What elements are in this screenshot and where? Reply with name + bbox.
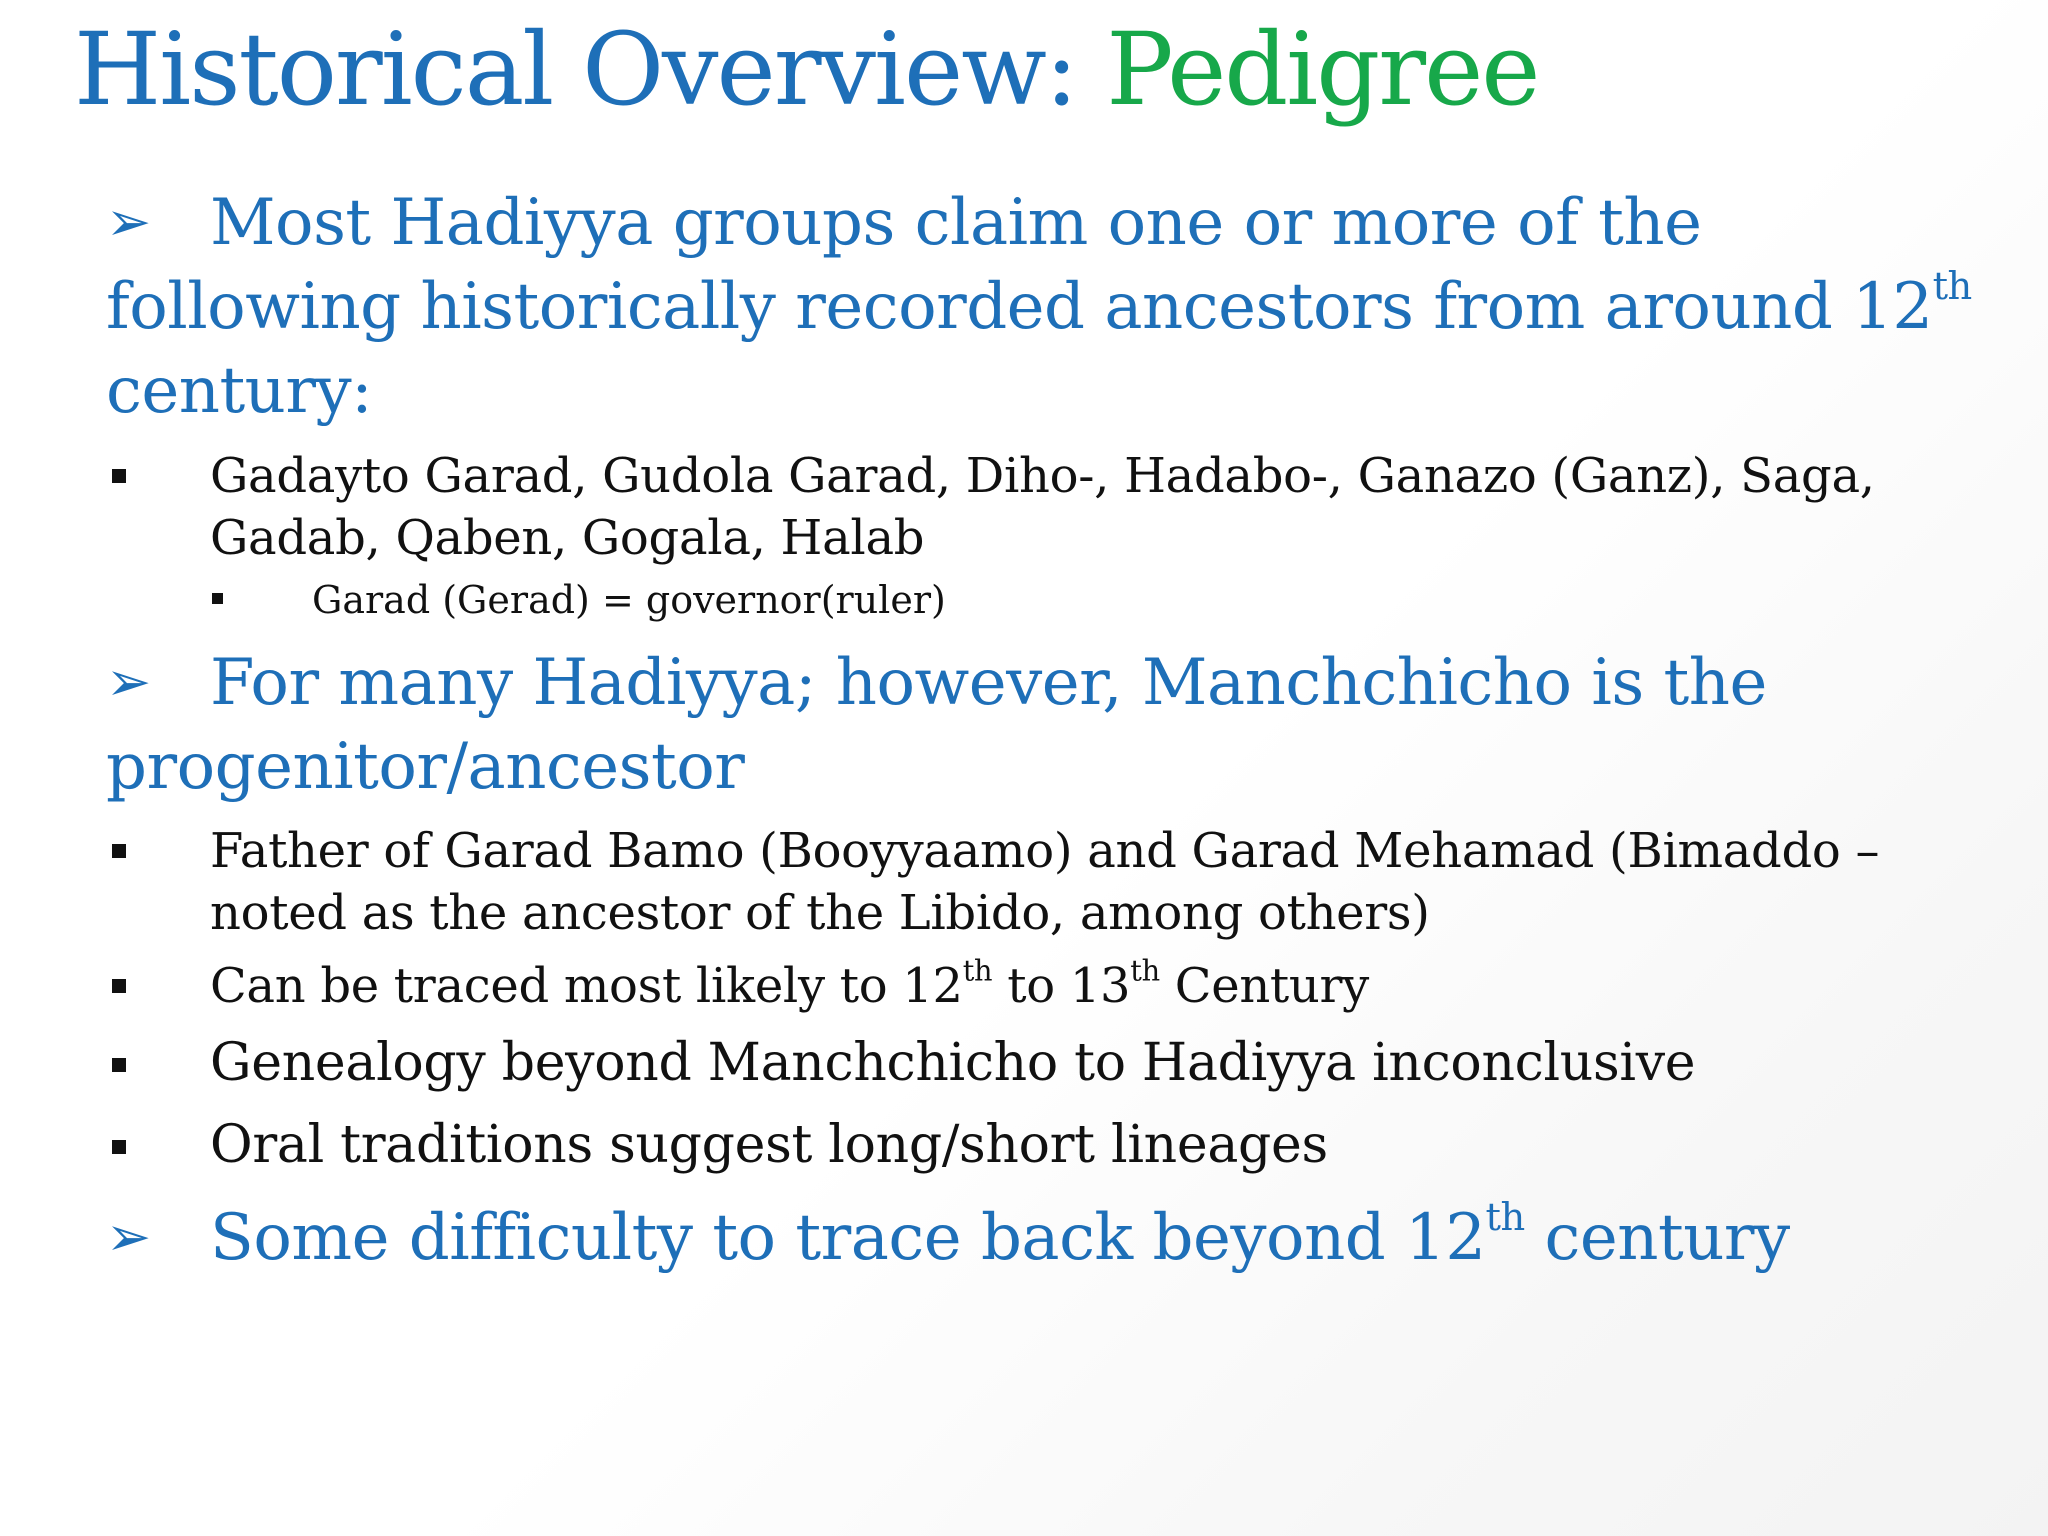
sub-bullet-oral-traditions-text: Oral traditions suggest long/short lineages — [210, 1115, 1328, 1175]
slide-title — [74, 8, 1538, 132]
sub-bullet-traced — [106, 955, 1988, 1017]
sub-bullet-traced-sup-1: th — [962, 953, 993, 988]
bullet-point-1 — [106, 180, 1988, 433]
sub-bullet-genealogy-text: Genealogy beyond Manchchicho to Hadiyya inconclusive — [210, 1033, 1696, 1093]
sub-bullet-ancestors — [106, 445, 1988, 569]
arrow-bullet-icon: ➢ — [106, 1205, 151, 1268]
sub-sub-bullet-garad-text: Garad (Gerad) = governor(ruler) — [312, 578, 946, 622]
point-3-sup: th — [1485, 1195, 1525, 1241]
sub-bullet-traced-sup-2: th — [1130, 953, 1160, 988]
square-bullet-icon — [212, 593, 223, 604]
square-bullet-icon — [112, 469, 126, 483]
point-1-sup: th — [1932, 264, 1972, 310]
bullet-point-3 — [106, 1195, 1988, 1280]
square-bullet-icon — [112, 1140, 126, 1154]
sub-bullet-father-of — [106, 820, 1988, 944]
sub-bullet-traced-text-b: to 13 — [992, 958, 1131, 1014]
point-3-text-end: century — [1524, 1201, 1790, 1275]
sub-bullet-oral-traditions — [106, 1114, 1988, 1176]
sub-bullet-ancestors-text: Gadayto Garad, Gudola Garad, Diho-, Hadabo-, Ganazo (Ganz), Saga, Gadab, Qaben, Gogala, Halab — [210, 448, 1875, 566]
point-1-text: Most Hadiyya groups claim one or more of the following historically recorded ancestors from around 12 — [106, 186, 1933, 344]
sub-bullet-traced-text-c: Century — [1159, 958, 1369, 1014]
square-bullet-icon — [112, 979, 126, 993]
point-3-text: Some difficulty to trace back beyond 12 — [210, 1201, 1486, 1275]
sub-bullet-genealogy — [106, 1032, 1988, 1094]
sub-bullet-father-of-text: Father of Garad Bamo (Booyyaamo) and Garad Mehamad (Bimaddo – noted as the ancestor of the Libido, among others) — [210, 823, 1880, 941]
point-2-text: For many Hadiyya; however, Manchchicho is the progenitor/ancestor — [106, 646, 1767, 804]
title-main: Historical Overview: — [74, 11, 1107, 128]
arrow-bullet-icon: ➢ — [106, 190, 151, 253]
arrow-bullet-icon: ➢ — [106, 650, 151, 713]
square-bullet-icon — [112, 1058, 126, 1072]
title-accent: Pedigree — [1106, 11, 1539, 128]
bullet-point-2 — [106, 640, 1988, 809]
square-bullet-icon — [112, 844, 126, 858]
sub-bullet-traced-text-a: Can be traced most likely to 12 — [210, 958, 963, 1014]
sub-sub-bullet-garad — [106, 575, 1988, 625]
point-1-text-end: century: — [106, 354, 373, 428]
